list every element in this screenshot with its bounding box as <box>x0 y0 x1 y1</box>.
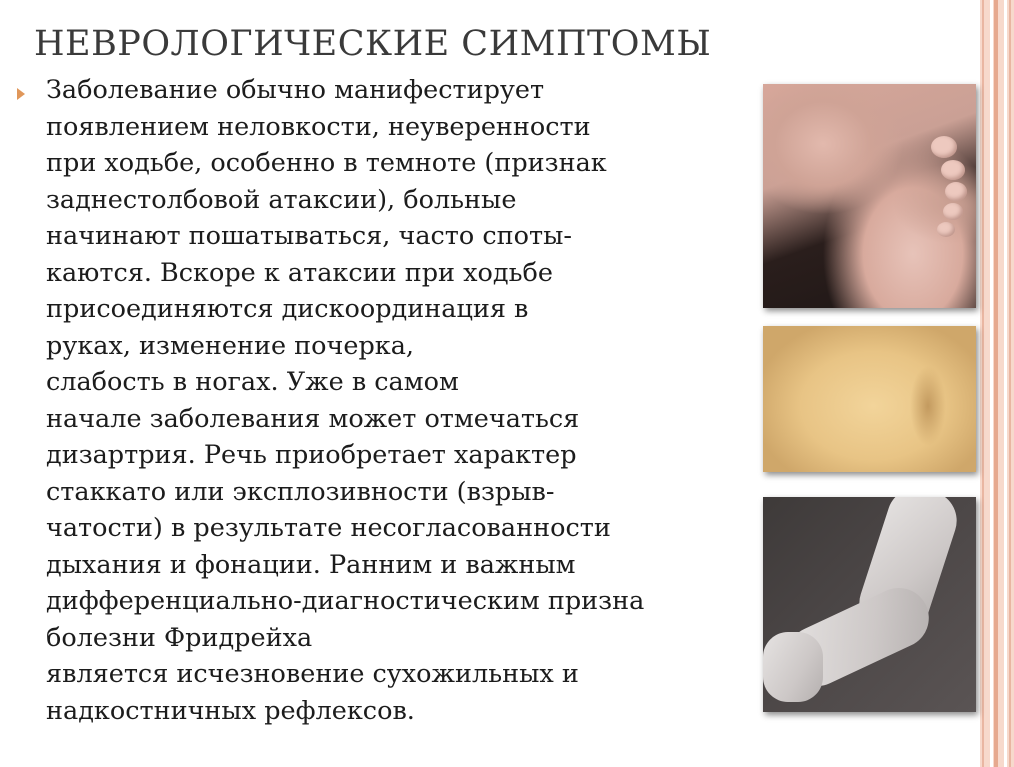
leg-foot-xray-photo <box>763 497 976 712</box>
body-line: чатости) в результате несогласованности <box>46 513 611 543</box>
body-line: присоединяются дискоординация в <box>46 294 529 324</box>
body-line: заднестолбовой атаксии), больные <box>46 184 517 215</box>
body-line: руках, изменение почерка, <box>46 330 415 361</box>
body-line: дизартрия. Речь приобретает характер <box>46 440 577 470</box>
foot-deformity-photo <box>763 84 976 308</box>
body-paragraph <box>46 72 786 729</box>
bullet-arrow-icon <box>17 88 25 100</box>
body-line: начале заболевания может отмечаться <box>46 403 580 434</box>
body-line: каются. Вскоре к атаксии при ходьбе <box>46 257 553 288</box>
body-line: дыхания и фонации. Ранним и важным <box>46 549 576 580</box>
body-line: слабость в ногах. Уже в самом <box>46 367 459 397</box>
body-line: дифференциально-диагностическим призна <box>46 586 645 616</box>
body-line: появлением неловкости, неуверенности <box>46 111 591 142</box>
body-line: начинают пошатываться, часто споты- <box>46 221 573 251</box>
body-line: надкостничных рефлексов. <box>46 695 415 726</box>
decorative-right-border <box>980 0 1014 767</box>
body-line: стаккато или эксплозивности (взрыв- <box>46 476 555 507</box>
back-scoliosis-photo <box>763 326 976 472</box>
body-line: Заболевание обычно манифестирует <box>46 75 545 105</box>
body-line: болезни Фридрейха <box>46 622 313 653</box>
body-line: является исчезновение сухожильных и <box>46 659 579 689</box>
slide-title: НЕВРОЛОГИЧЕСКИЕ СИМПТОМЫ <box>34 24 712 64</box>
body-line: при ходьбе, особенно в темноте (признак <box>46 148 607 178</box>
